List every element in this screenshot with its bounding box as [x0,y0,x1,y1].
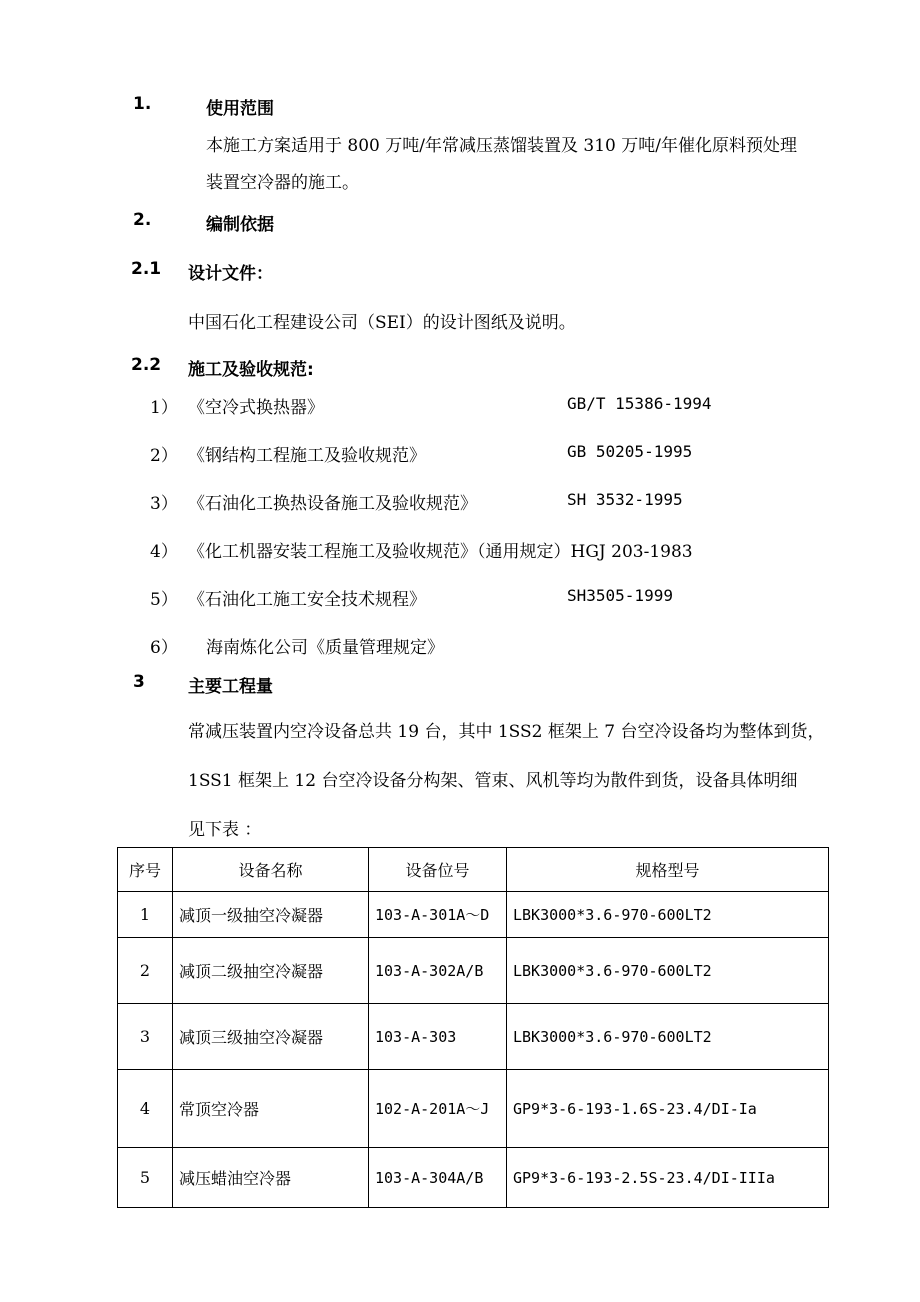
section-2-1-title: 设计文件： [188,264,273,284]
section-3-number: 3 [133,672,145,692]
header-spec-model: 规格型号 [507,848,829,892]
row-spec-model: LBK3000*3.6-970-600LT2 [507,892,829,938]
section-2-2-number: 2.2 [131,355,162,375]
row-spec-model: LBK3000*3.6-970-600LT2 [507,1004,829,1070]
row-tag-number: 103-A-302A/B [369,938,507,1004]
row-seq: 5 [118,1148,173,1208]
standard-6-number: 6） [150,638,178,658]
row-equipment-name: 减顶三级抽空冷凝器 [173,1004,369,1070]
table-header-row [118,848,829,892]
table-row [118,1070,829,1148]
row-spec-model: LBK3000*3.6-970-600LT2 [507,938,829,1004]
row-tag-number: 103-A-304A/B [369,1148,507,1208]
section-2-1-text: 中国石化工程建设公司（SEI）的设计图纸及说明。 [188,313,576,333]
table-row [118,938,829,1004]
equipment-table [117,847,829,1208]
row-seq: 3 [118,1004,173,1070]
row-equipment-name: 减顶二级抽空冷凝器 [173,938,369,1004]
section-2-title: 编制依据 [206,215,274,235]
standard-6-name: 海南炼化公司《质量管理规定》 [206,638,444,658]
standard-2-number: 2） [150,446,178,466]
row-equipment-name: 常顶空冷器 [173,1070,369,1148]
section-1-text-line2: 装置空冷器的施工。 [206,173,359,193]
standard-3-name: 《石油化工换热设备施工及验收规范》 [188,494,477,514]
section-1-title: 使用范围 [206,99,274,119]
table-row [118,1004,829,1070]
section-3-title: 主要工程量 [188,677,273,697]
table-row [118,1148,829,1208]
row-tag-number: 103-A-301A～D [369,892,507,938]
standard-1-number: 1） [150,398,178,418]
standard-3-number: 3） [150,494,178,514]
section-1-number: 1. [133,94,152,114]
header-equipment-name: 设备名称 [173,848,369,892]
row-seq: 4 [118,1070,173,1148]
row-equipment-name: 减顶一级抽空冷凝器 [173,892,369,938]
standard-5-name: 《石油化工施工安全技术规程》 [188,590,426,610]
section-2-2-title: 施工及验收规范: [188,360,314,380]
section-2-1-number: 2.1 [131,259,162,279]
row-spec-model: GP9*3-6-193-1.6S-23.4/DI-Ia [507,1070,829,1148]
section-1-text-line1: 本施工方案适用于 800 万吨/年常减压蒸馏装置及 310 万吨/年催化原料预处理 [206,136,797,156]
row-seq: 1 [118,892,173,938]
standard-4-name: 《化工机器安装工程施工及验收规范》（通用规定）HGJ 203-1983 [188,542,693,562]
header-tag-number: 设备位号 [369,848,507,892]
standard-5-code: SH3505-1999 [567,586,673,605]
standard-4-number: 4） [150,542,178,562]
section-2-number: 2. [133,210,152,230]
standard-1-name: 《空冷式换热器》 [188,398,324,418]
row-tag-number: 103-A-303 [369,1004,507,1070]
row-seq: 2 [118,938,173,1004]
row-spec-model: GP9*3-6-193-2.5S-23.4/DI-IIIa [507,1148,829,1208]
standard-5-number: 5） [150,590,178,610]
standard-1-code: GB/T 15386-1994 [567,394,712,413]
standard-2-code: GB 50205-1995 [567,442,693,461]
section-3-text-line2: 1SS1 框架上 12 台空冷设备分构架、管束、风机等均为散件到货，设备具体明细 [188,771,798,791]
row-tag-number: 102-A-201A～J [369,1070,507,1148]
table-row [118,892,829,938]
standard-2-name: 《钢结构工程施工及验收规范》 [188,446,426,466]
standard-3-code: SH 3532-1995 [567,490,683,509]
row-equipment-name: 减压蜡油空冷器 [173,1148,369,1208]
header-seq: 序号 [118,848,173,892]
section-3-text-line1: 常减压装置内空冷设备总共 19 台，其中 1SS2 框架上 7 台空冷设备均为整体到货， [188,722,825,742]
section-3-text-line3: 见下表 ： [188,820,262,840]
